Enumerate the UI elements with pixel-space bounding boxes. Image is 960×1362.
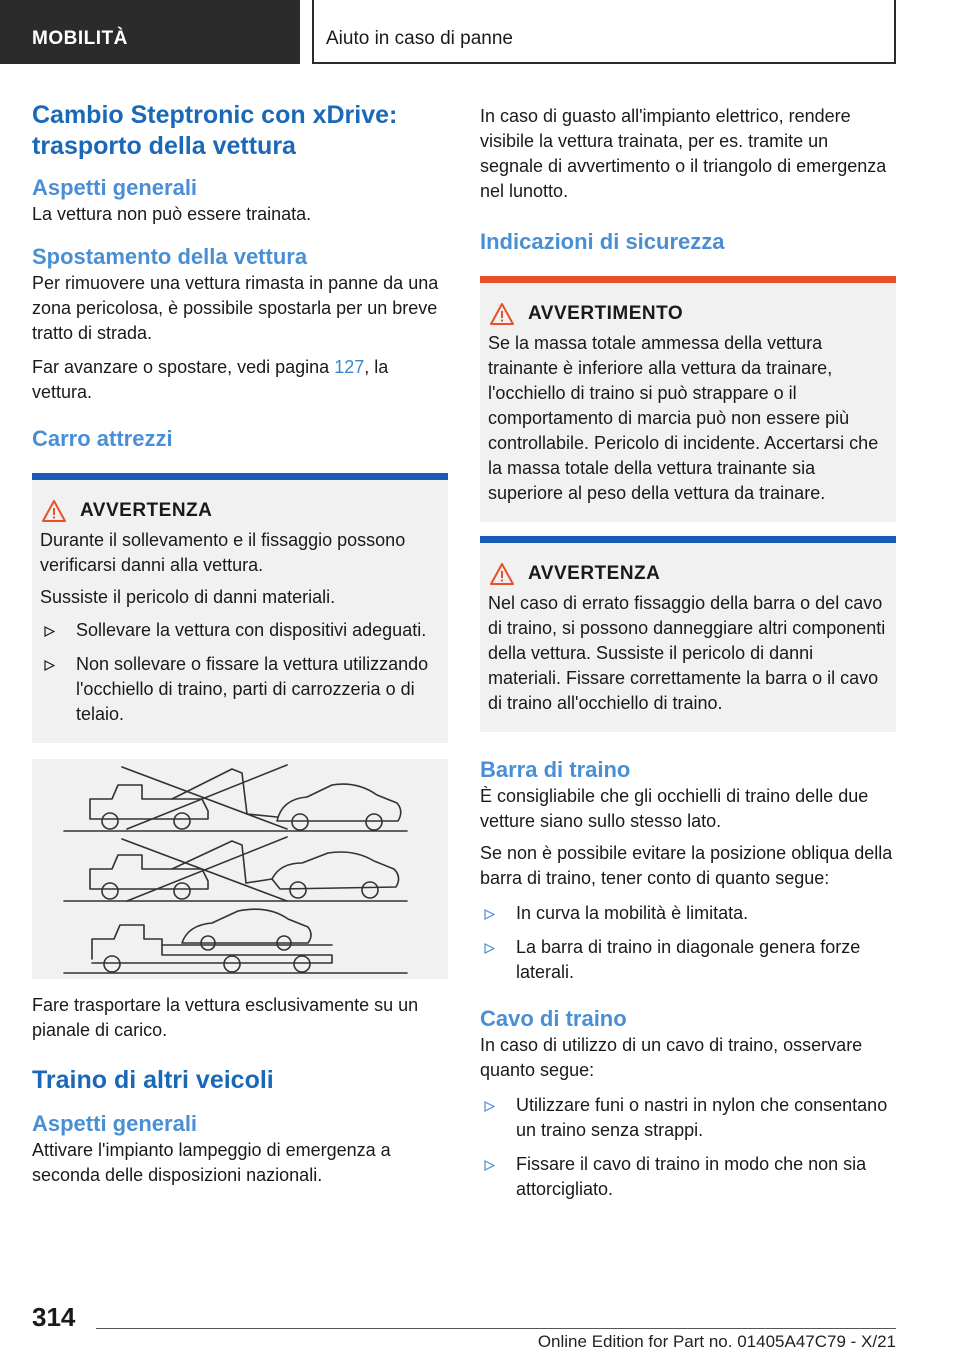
towing-methods-drawing bbox=[32, 759, 448, 979]
section-heading-towing: Traino di altri veicoli bbox=[32, 1066, 274, 1094]
warning-title bbox=[488, 303, 888, 325]
tow-cable-bullet-list bbox=[480, 1093, 896, 1202]
warning-box-mass bbox=[480, 276, 896, 522]
towing-illustration bbox=[32, 759, 448, 979]
list-item-text: Sollevare la vettura con dispositivi adeguati. bbox=[76, 620, 427, 640]
warning-text-1: Durante il sollevamento e il fissaggio possono verificarsi danni alla vettura. bbox=[40, 530, 406, 575]
subheading-tow-cable: Cavo di traino bbox=[480, 1006, 627, 1031]
list-item-text: Utilizzare funi o nastri in nylon che consentano un traino senza strappi. bbox=[516, 1095, 888, 1140]
subheading-towing-general: Aspetti generali bbox=[32, 1111, 198, 1136]
page-footer bbox=[0, 1290, 960, 1362]
tow-bar-bullet-list bbox=[480, 901, 896, 985]
warning-mass-text: Se la massa totale ammessa della vettura trainante è inferiore alla vettura da trainare, l'occhiello di traino si può strappare o il comportamento di marcia può non essere più controllabile. Pericolo di incidente. Accertarsi che la massa totale della vettura trainante sia superiore al peso della vettura da trainare. bbox=[488, 333, 879, 503]
list-item bbox=[480, 1152, 896, 1202]
edition-note: Online Edition for Part no. 01405A47C79 - X/21 bbox=[537, 1332, 896, 1351]
page-header bbox=[0, 0, 960, 64]
moving-reference bbox=[32, 355, 448, 405]
list-item-text: La barra di traino in diagonale genera forze laterali. bbox=[516, 937, 861, 982]
moving-text: Per rimuovere una vettura rimasta in panne da una zona pericolosa, è possibile spostarla per un breve tratto di strada. bbox=[32, 273, 439, 343]
warning-title-text: AVVERTENZA bbox=[528, 563, 661, 584]
warning-triangle-icon bbox=[490, 303, 514, 325]
warning-title-text: AVVERTIMENTO bbox=[528, 303, 684, 324]
triangle-bullet-icon bbox=[484, 943, 495, 954]
warning-title bbox=[488, 563, 888, 585]
subheading-moving: Spostamento della vettura bbox=[32, 244, 308, 269]
moving-reference-prefix: Far avanzare o spostare, vedi pagina bbox=[32, 357, 335, 377]
list-item bbox=[480, 935, 896, 985]
warning-box-tow-truck bbox=[32, 473, 448, 743]
subheading-general: Aspetti generali bbox=[32, 175, 198, 200]
triangle-bullet-icon bbox=[44, 626, 55, 637]
towing-general-text: Attivare l'impianto lampeggio di emergenza a seconda delle disposizioni nazionali. bbox=[32, 1140, 391, 1185]
page-number: 314 bbox=[32, 1302, 76, 1332]
list-item-text: Fissare il cavo di traino in modo che non sia attorcigliato. bbox=[516, 1154, 867, 1199]
transport-text: Fare trasportare la vettura esclusivamente su un pianale di carico. bbox=[32, 995, 419, 1040]
warning-title bbox=[40, 500, 440, 522]
moving-reference-suffix: , la vettura. bbox=[32, 357, 389, 402]
list-item-text: Non sollevare o fissare la vettura utilizzando l'occhiello di traino, parti di carrozzeria o di telaio. bbox=[76, 654, 429, 724]
subheading-safety: Indicazioni di sicurezza bbox=[480, 229, 725, 254]
warning-title-text: AVVERTENZA bbox=[80, 500, 213, 521]
list-item bbox=[480, 901, 896, 926]
triangle-bullet-icon bbox=[44, 660, 55, 671]
triangle-bullet-icon bbox=[484, 1101, 495, 1112]
section-tab: MOBILITÀ bbox=[0, 0, 300, 64]
warning-fixing-text: Nel caso di errato fissaggio della barra o del cavo di traino, si possono danneggiare altri componenti della vettura. Sussiste il pericolo di danni materiali. Fissare correttamente la barra o il cavo di traino all'occhiello di traino. bbox=[488, 593, 886, 713]
list-item bbox=[40, 618, 440, 643]
tow-bar-text-1: È consigliabile che gli occhielli di traino delle due vetture siano sullo stesso lato. bbox=[480, 786, 869, 831]
subheading-tow-truck: Carro attrezzi bbox=[32, 426, 173, 451]
right-column bbox=[480, 104, 896, 1202]
triangle-bullet-icon bbox=[484, 1160, 495, 1171]
subheading-tow-bar: Barra di traino bbox=[480, 757, 631, 782]
list-item bbox=[40, 652, 440, 727]
tow-cable-text: In caso di utilizzo di un cavo di traino, osservare quanto segue: bbox=[480, 1035, 863, 1080]
page-link-127[interactable]: 127 bbox=[334, 357, 365, 377]
footer-divider bbox=[96, 1328, 896, 1329]
warning-bullet-list bbox=[40, 618, 440, 727]
section-heading-steptronic: Cambio Steptronic con xDrive: trasporto della vettura bbox=[32, 101, 398, 160]
left-column bbox=[32, 100, 448, 1188]
triangle-bullet-icon bbox=[484, 909, 495, 920]
tow-bar-text-2: Se non è possibile evitare la posizione obliqua della barra di traino, tener conto di quanto segue: bbox=[480, 843, 893, 888]
general-text: La vettura non può essere trainata. bbox=[32, 204, 312, 224]
intro-text: In caso di guasto all'impianto elettrico, rendere visibile la vettura trainata, per es. tramite un segnale di avvertimento o il triangolo di emergenza nel lunotto. bbox=[480, 106, 887, 201]
warning-text-2: Sussiste il pericolo di danni materiali. bbox=[40, 587, 336, 607]
list-item-text: In curva la mobilità è limitata. bbox=[516, 903, 749, 923]
warning-box-fixing bbox=[480, 536, 896, 732]
warning-triangle-icon bbox=[490, 563, 514, 585]
chapter-tab: Aiuto in caso di panne bbox=[312, 0, 896, 64]
list-item bbox=[480, 1093, 896, 1143]
warning-triangle-icon bbox=[42, 500, 66, 522]
